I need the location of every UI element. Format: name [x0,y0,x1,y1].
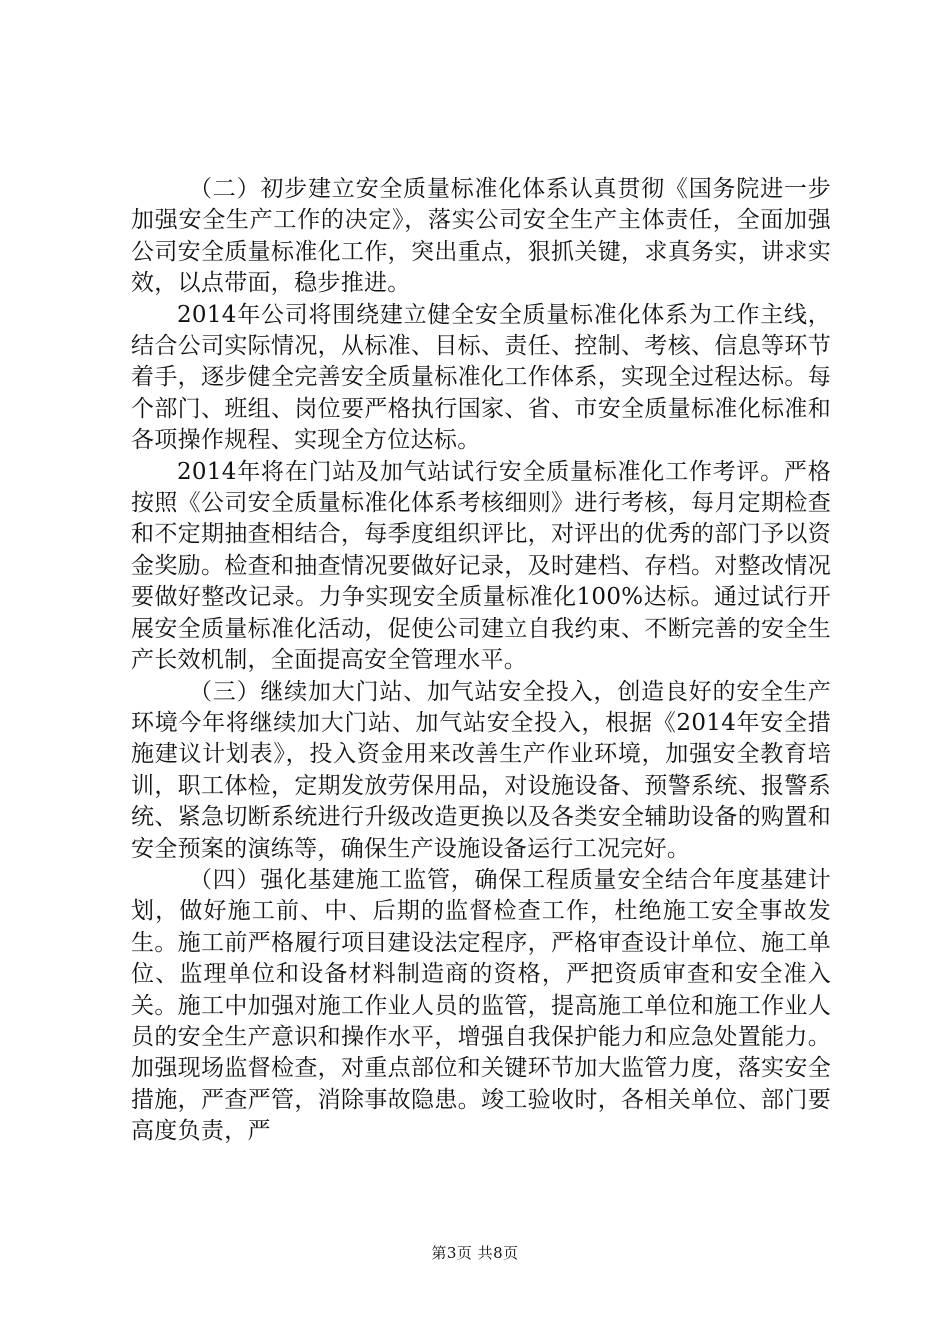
page-footer: 第3页 共8页 [431,1244,519,1262]
document-body [131,174,831,1148]
paragraph-2014-main-line: 2014年公司将围绕建立健全安全质量标准化体系为工作主线，结合公司实际情况，从标准、目标、责任、控制、考核、信息等环节着手，逐步健全完善安全质量标准化工作体系，实现全过程达标。每个部门、班组、岗位要严格执行国家、省、市安全质量标准化标准和各项操作规程、实现全方位达标。 [131,301,831,454]
paragraph-section-four: （四）强化基建施工监管，确保工程质量安全结合年度基建计划，做好施工前、中、后期的监督检查工作，杜绝施工安全事故发生。施工前严格履行项目建设法定程序，严格审查设计单位、施工单位、监理单位和设备材料制造商的资格，严把资质审查和安全准入关。施工中加强对施工作业人员的监管，提高施工单位和施工作业人员的安全生产意识和操作水平，增强自我保护能力和应急处置能力。加强现场监督检查，对重点部位和关键环节加大监管力度，落实安全措施，严查严管，消除事故隐患。竣工验收时，各相关单位、部门要高度负责，严 [131,866,831,1145]
paragraph-section-three: （三）继续加大门站、加气站安全投入，创造良好的安全生产环境今年将继续加大门站、加气站安全投入，根据《2014年安全措施建议计划表》，投入资金用来改善生产作业环境，加强安全教育培训，职工体检，定期发放劳保用品，对设施设备、预警系统、报警系统、紧急切断系统进行升级改造更换以及各类安全辅助设备的购置和安全预案的演练等，确保生产设施设备运行工况完好。 [131,678,831,862]
paragraph-2014-evaluation: 2014年将在门站及加气站试行安全质量标准化工作考评。严格按照《公司安全质量标准化体系考核细则》进行考核，每月定期检查和不定期抽查相结合，每季度组织评比，对评出的优秀的部门予以资金奖励。检查和抽查情况要做好记录，及时建档、存档。对整改情况要做好整改记录。力争实现安全质量标准化100%达标。通过试行开展安全质量标准化活动，促使公司建立自我约束、不断完善的安全生产长效机制，全面提高安全管理水平。 [131,458,831,674]
paragraph-section-two: （二）初步建立安全质量标准化体系认真贯彻《国务院进一步加强安全生产工作的决定》，落实公司安全生产主体责任，全面加强公司安全质量标准化工作，突出重点，狠抓关键，求真务实，讲求实效，以点带面，稳步推进。 [131,176,831,297]
